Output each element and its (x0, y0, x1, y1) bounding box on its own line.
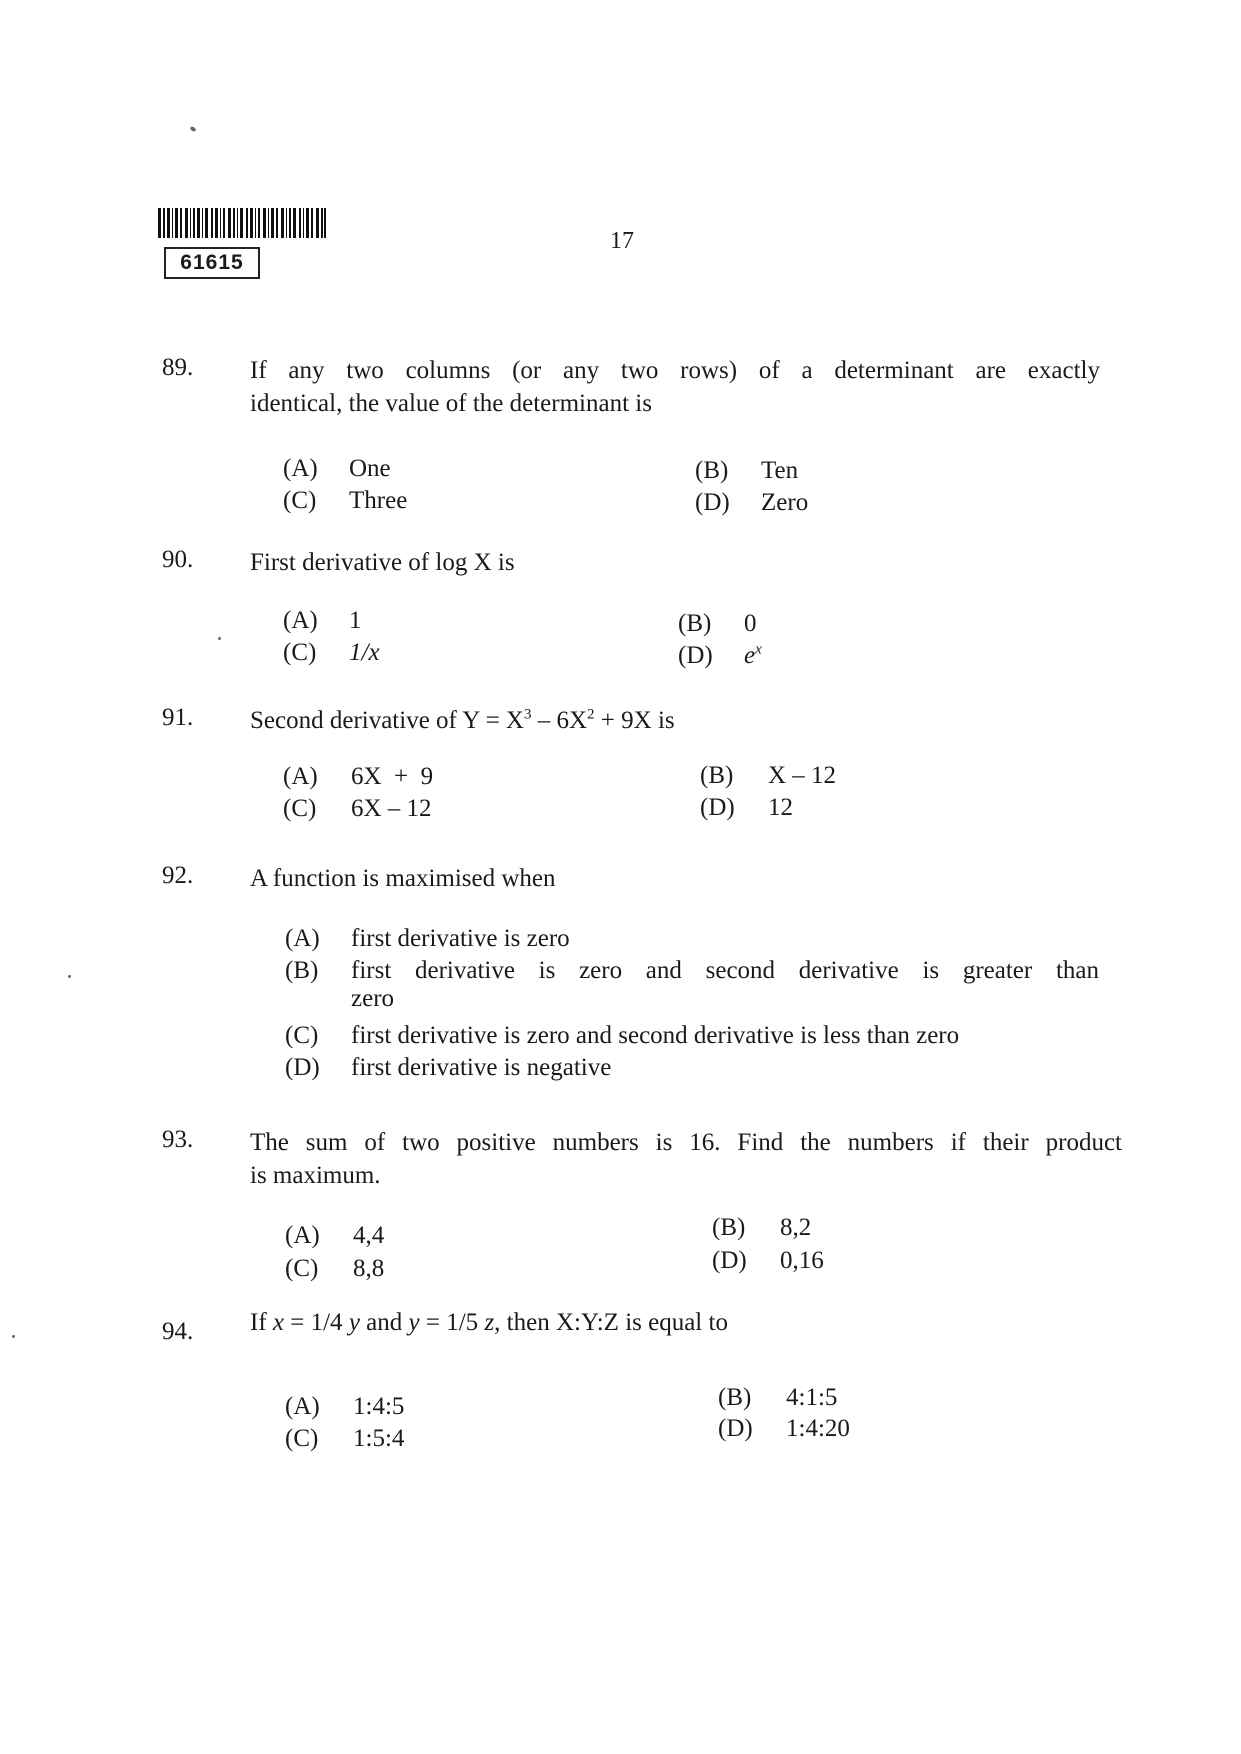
scan-speck (218, 637, 221, 640)
option-a[interactable]: (A) first derivative is zero (285, 925, 570, 952)
option-d[interactable]: (D) 12 (700, 794, 793, 821)
option-d[interactable]: (D) first derivative is negative (285, 1054, 612, 1081)
question-number: 92. (162, 862, 194, 889)
option-c[interactable]: (C) first derivative is zero and second derivative is less than zero (285, 1022, 960, 1049)
option-c[interactable]: (C) 8,8 (285, 1255, 385, 1282)
option-a[interactable]: (A) 6X + 9 (283, 763, 434, 790)
option-c[interactable]: (C) Three (283, 487, 408, 514)
scan-speck (68, 975, 71, 978)
barcode (158, 208, 326, 238)
question-text: If any two columns (or any two rows) of a determinant are exactly identical, the value of the determinant is (250, 357, 1100, 417)
option-b[interactable]: (B) 0 (678, 610, 757, 637)
question-number: 93. (162, 1126, 194, 1153)
scan-speck (189, 126, 196, 133)
question-text: If x = 1/4 y and y = 1/5 z, then X:Y:Z is equal to (250, 1309, 728, 1336)
question-text: The sum of two positive numbers is 16. Find the numbers if their product is maximum. (250, 1129, 1122, 1189)
option-b[interactable]: (B) Ten (695, 457, 799, 484)
option-d[interactable]: (D) $e^x$ (678, 641, 762, 669)
question-number: 91. (162, 704, 194, 731)
question-number: 94. (162, 1318, 194, 1345)
question-number: 89. (162, 354, 194, 381)
exam-code-box: 61615 (164, 247, 260, 279)
option-a[interactable]: (A) 4,4 (285, 1222, 385, 1249)
option-d[interactable]: (D) 0,16 (712, 1247, 824, 1274)
option-b[interactable]: (B) X – 12 (700, 762, 837, 789)
option-a[interactable]: (A) 1 (283, 607, 362, 634)
option-c[interactable]: (C) 6X – 12 (283, 795, 432, 822)
page-number: 17 (610, 228, 634, 254)
option-a[interactable]: (A) One (283, 455, 391, 482)
option-b[interactable]: (B) 8,2 (712, 1214, 812, 1241)
option-c[interactable]: (C) 1:5:4 (285, 1425, 405, 1452)
option-a[interactable]: (A) 1:4:5 (285, 1393, 405, 1420)
scan-speck (12, 1335, 15, 1338)
question-text: First derivative of log X is (250, 549, 515, 576)
option-d[interactable]: (D) 1:4:20 (718, 1415, 850, 1442)
question-number: 90. (162, 546, 194, 573)
option-c[interactable]: (C) 1/x (283, 639, 380, 666)
question-text: Second derivative of $Y = X^3 - 6X^2 + 9X$ is (250, 706, 675, 734)
question-text: A function is maximised when (250, 865, 556, 892)
option-b[interactable]: (B) 4:1:5 (718, 1384, 838, 1411)
option-d[interactable]: (D) Zero (695, 489, 809, 516)
option-b[interactable]: (B) first derivative is zero and second derivative is greater than zero (285, 957, 1099, 1012)
